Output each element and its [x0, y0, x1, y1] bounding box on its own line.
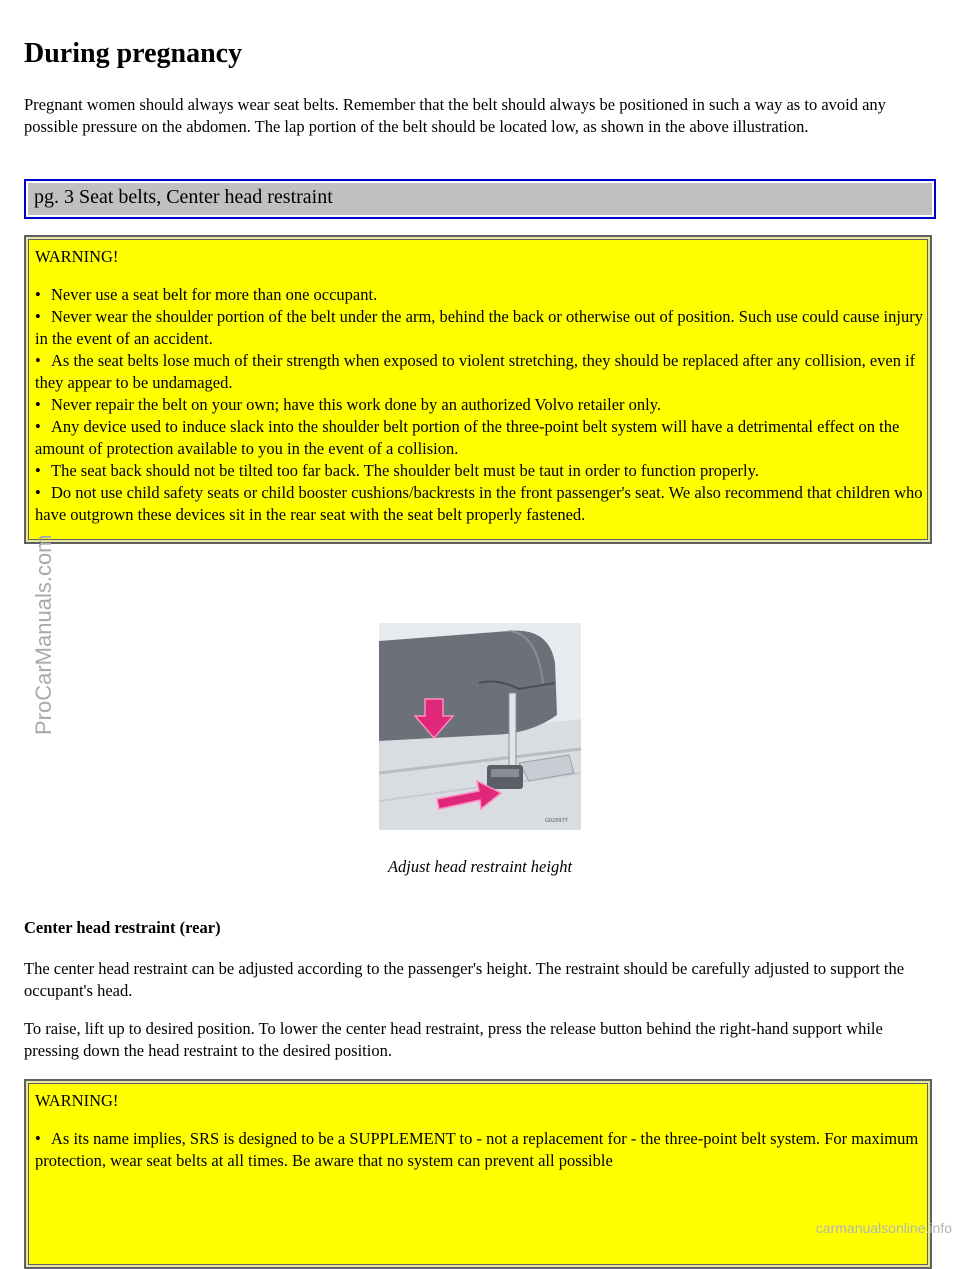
warning-title: WARNING! — [35, 1091, 119, 1110]
section-heading: Center head restraint (rear) — [24, 918, 221, 937]
bullet-icon: • — [35, 307, 41, 326]
warning-title: WARNING! — [35, 247, 119, 266]
restraint-paragraph-1: The center head restraint can be adjusted according to the passenger's height. The restraint should be carefully adjusted to support the occupant's head. — [24, 959, 905, 1000]
figure-caption: Adjust head restraint height — [387, 857, 573, 876]
page-title: During pregnancy — [24, 38, 243, 69]
bullet-icon: • — [35, 461, 41, 480]
pregnancy-paragraph: Pregnant women should always wear seat belts. Remember that the belt should always be positioned in such a way as to avoid any possible pressure on the abdomen. The lap portion of the belt should be located low, as shown in the above illustration. — [24, 95, 886, 136]
bullet-icon: • — [35, 395, 41, 414]
warning-item: • The seat back should not be tilted too far back. The shoulder belt must be taut in order to function properly. — [35, 461, 759, 480]
warning-item: • Never use a seat belt for more than one occupant. — [35, 285, 378, 304]
warning-box-seatbelts — [24, 235, 932, 544]
footer-watermark: carmanualsonline.info — [815, 1220, 952, 1236]
bullet-icon: • — [35, 1129, 41, 1148]
bullet-icon: • — [35, 417, 41, 436]
svg-text:G020977: G020977 — [545, 818, 568, 824]
restraint-paragraph-2: To raise, lift up to desired position. To lower the center head restraint, press the release button behind the right-hand support while pressing down the head restraint to the desired position. — [24, 1019, 883, 1060]
warning-list — [35, 284, 925, 526]
warning-list — [35, 1128, 925, 1172]
section-header-bar — [24, 179, 936, 219]
warning-box-srs — [24, 1079, 932, 1269]
bullet-icon: • — [35, 483, 41, 502]
bullet-icon: • — [35, 351, 41, 370]
section-header-text: pg. 3 Seat belts, Center head restraint — [34, 186, 333, 208]
side-watermark: ProCarManuals.com — [31, 534, 56, 735]
warning-item: • As the seat belts lose much of their strength when exposed to violent stretching, they should be replaced after any collision, even if they appear to be undamaged. — [35, 351, 916, 392]
warning-item: • As its name implies, SRS is designed to be a SUPPLEMENT to - not a replacement for - the three-point belt system. For maximum protection, wear seat belts at all times. Be aware that no system can prevent all possible — [35, 1129, 919, 1170]
warning-item: • Never wear the shoulder portion of the belt under the arm, behind the back or otherwise out of position. Such use could cause injury in the event of an accident. — [35, 307, 923, 348]
bullet-icon: • — [35, 285, 41, 304]
warning-item: • Never repair the belt on your own; have this work done by an authorized Volvo retailer only. — [35, 395, 662, 414]
warning-item: • Any device used to induce slack into the shoulder belt portion of the three-point belt system will have a detrimental effect on the amount of protection available to you in the event of a collision. — [35, 417, 900, 458]
head-restraint-illustration — [379, 623, 581, 830]
warning-item: • Do not use child safety seats or child booster cushions/backrests in the front passenger's seat. We also recommend that children who have outgrown these devices sit in the rear seat with the seat belt properly fastened. — [35, 483, 923, 524]
